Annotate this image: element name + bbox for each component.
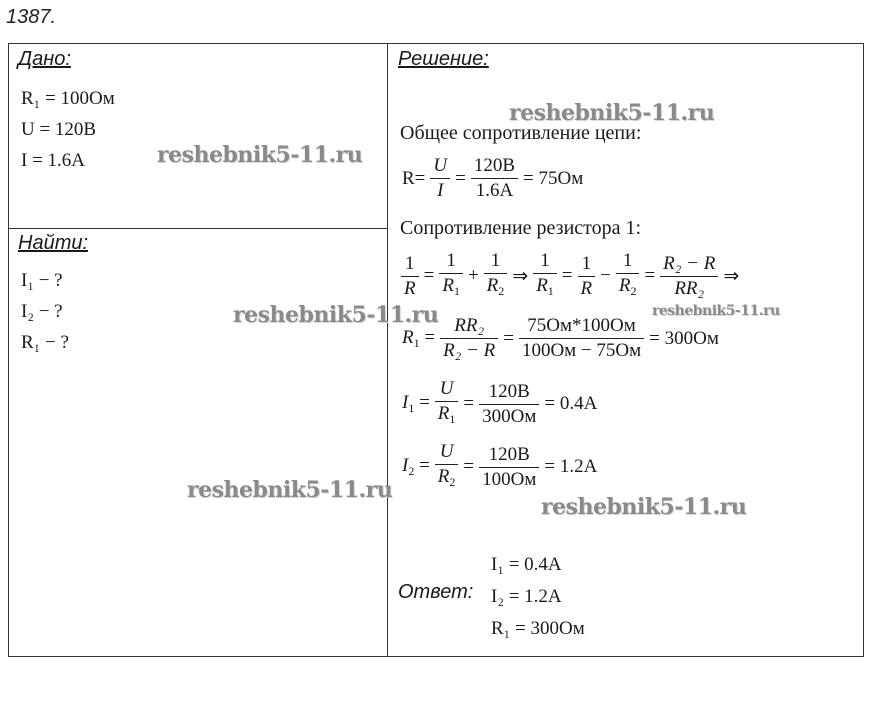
answer-r1: R₁ = 300Ом (491, 618, 585, 639)
problem-number: 1387. (6, 6, 57, 28)
given-u: U = 120В (21, 119, 97, 140)
watermark: reshebnik5-11.ru (233, 302, 439, 328)
solution-table (8, 43, 864, 657)
watermark: reshebnik5-11.ru (652, 303, 780, 319)
watermark: reshebnik5-11.ru (509, 100, 715, 126)
column-divider (387, 44, 388, 656)
given-heading: Дано: (18, 48, 71, 70)
equation-total-resistance: R= $\frac{U}{I}$ = $\frac{120В}{1.6A}$ = 75Ом (402, 155, 584, 201)
row-divider (9, 228, 388, 229)
watermark: reshebnik5-11.ru (541, 494, 747, 520)
solution-heading: Решение: (398, 48, 489, 70)
text-resistor-1: Сопротивление резистора 1: (400, 217, 642, 239)
equation-r1: $R_1$ = $\frac{\text{RR₂}}{\text{R₂ − R}}$ = $\frac{75Ом*100Ом}{100Ом - 75Ом}$ = 300Ом (402, 315, 719, 361)
equation-parallel: $\frac{1}{R}$ = $\frac{1}{R_1}$ + $\frac{1}{R_2}$ ⇒ $\frac{1}{R_1}$ = $\frac{1}{R}$ − $\frac{1}{R_2}$ = $\frac{\text{R₂ − R}}{\text{RR₂}}$ ⇒ (399, 249, 742, 303)
find-heading: Найти: (18, 232, 89, 254)
given-i: I = 1.6A (21, 150, 86, 171)
find-r1: R₁ − ? (21, 332, 69, 353)
find-i1: I₁ − ? (21, 270, 63, 291)
watermark: reshebnik5-11.ru (187, 477, 393, 503)
answer-i1: I₁ = 0.4A (491, 554, 562, 575)
answer-label: Ответ: (398, 581, 474, 603)
answer-i2: I₂ = 1.2A (491, 586, 562, 607)
find-i2: I₂ − ? (21, 301, 63, 322)
equation-i1: $I_1$ = $\frac{U}{R_1}$ = $\frac{120В}{300Ом}$ = 0.4A (402, 378, 598, 427)
equation-i2: $I_2$ = $\frac{U}{R_2}$ = $\frac{120В}{100Ом}$ = 1.2A (402, 441, 598, 490)
given-r1: R₁ = 100Ом (21, 88, 115, 109)
text-total-resistance: Общее сопротивление цепи: (400, 122, 642, 144)
watermark: reshebnik5-11.ru (157, 142, 363, 168)
